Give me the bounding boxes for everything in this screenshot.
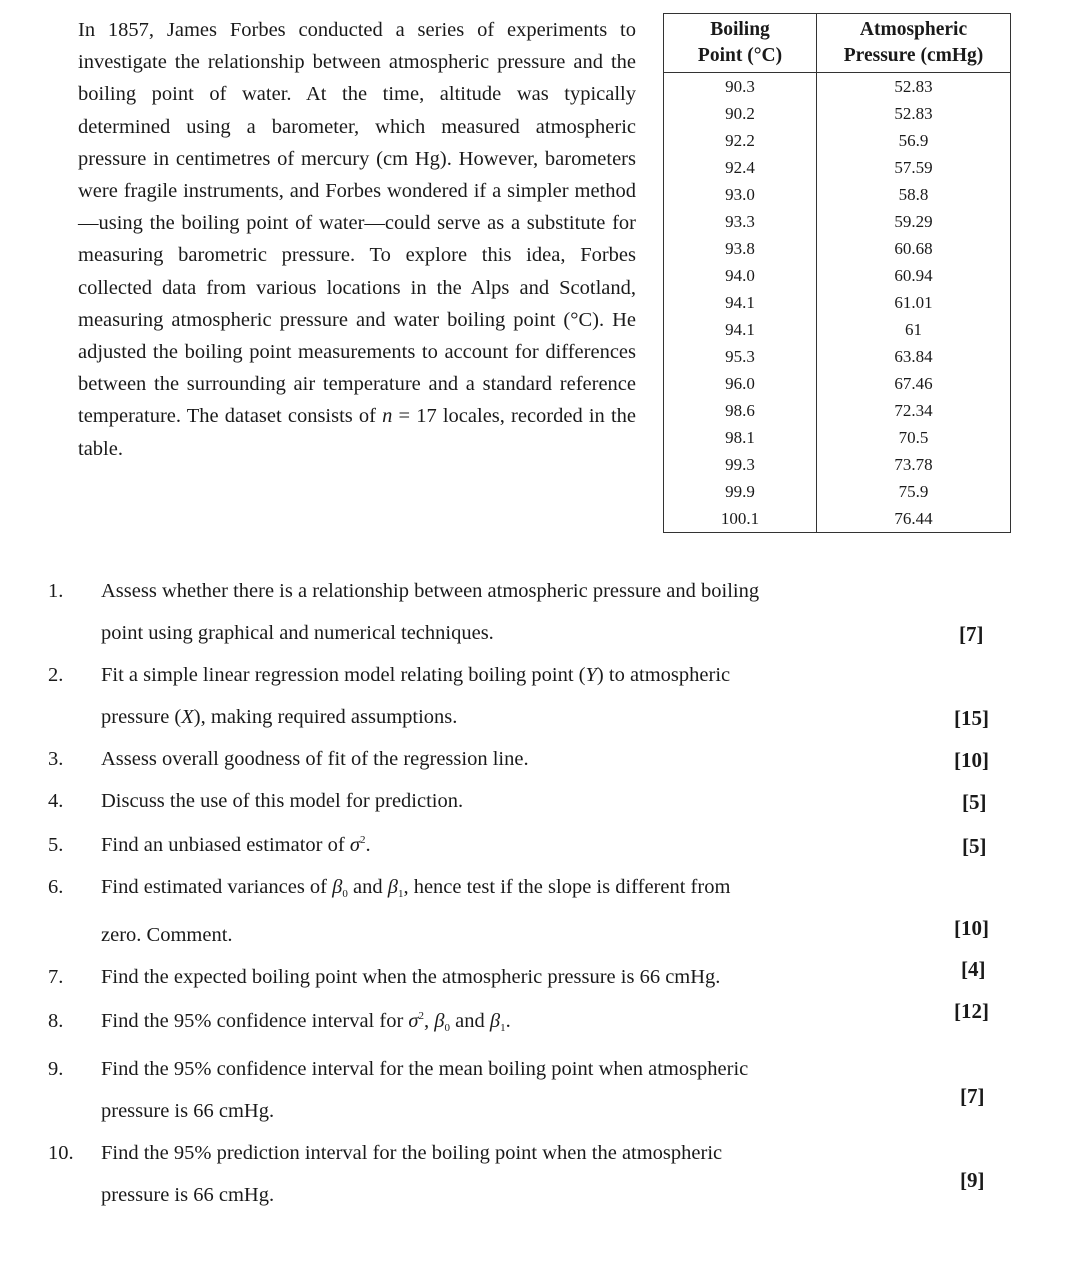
pressure-cell: 59.29 xyxy=(817,208,1011,235)
boiling-point-cell: 93.0 xyxy=(664,181,817,208)
question-text: Find the 95% confidence interval for $\sigma^2$, $\beta_0$ and $\beta_1$. xyxy=(101,1010,511,1034)
table-row xyxy=(664,505,1011,533)
pressure-cell: 72.34 xyxy=(817,397,1011,424)
boiling-point-cell: 93.8 xyxy=(664,235,817,262)
marks: [10] xyxy=(954,748,989,772)
question-text: Fit a simple linear regression model relating boiling point (Y) to atmospheric xyxy=(101,664,731,686)
question-number: 2. xyxy=(48,664,64,686)
question-number: 1. xyxy=(48,580,64,602)
question-text: point using graphical and numerical techniques. xyxy=(101,622,494,644)
marks: [10] xyxy=(954,916,989,940)
table-row xyxy=(664,154,1011,181)
question-text: zero. Comment. xyxy=(101,924,233,946)
boiling-point-cell: 99.9 xyxy=(664,478,817,505)
table-row xyxy=(664,424,1011,451)
question-text: Discuss the use of this model for prediction. xyxy=(101,790,464,812)
pressure-cell: 61.01 xyxy=(817,289,1011,316)
pressure-cell: 58.8 xyxy=(817,181,1011,208)
table-row xyxy=(664,451,1011,478)
table-row xyxy=(664,289,1011,316)
boiling-point-cell: 98.6 xyxy=(664,397,817,424)
question-number: 10. xyxy=(48,1142,74,1164)
pressure-cell: 70.5 xyxy=(817,424,1011,451)
question-number: 5. xyxy=(48,834,64,856)
pressure-cell: 63.84 xyxy=(817,343,1011,370)
pressure-cell: 60.94 xyxy=(817,262,1011,289)
table-row xyxy=(664,370,1011,397)
marks: [12] xyxy=(954,999,989,1023)
pressure-cell: 60.68 xyxy=(817,235,1011,262)
boiling-point-cell: 90.2 xyxy=(664,100,817,127)
pressure-cell: 57.59 xyxy=(817,154,1011,181)
question-number: 9. xyxy=(48,1058,64,1080)
pressure-cell: 56.9 xyxy=(817,127,1011,154)
boiling-point-cell: 100.1 xyxy=(664,505,817,533)
question-text: pressure (X), making required assumptions. xyxy=(101,706,458,728)
question-text: Find the expected boiling point when the atmospheric pressure is 66 cmHg. xyxy=(101,966,721,988)
marks: [7] xyxy=(960,1084,985,1108)
pressure-cell: 76.44 xyxy=(817,505,1011,533)
pressure-cell: 52.83 xyxy=(817,100,1011,127)
marks: [5] xyxy=(962,834,987,858)
question-number: 4. xyxy=(48,790,64,812)
pressure-cell: 73.78 xyxy=(817,451,1011,478)
boiling-point-cell: 93.3 xyxy=(664,208,817,235)
question-text: Find the 95% prediction interval for the boiling point when the atmospheric xyxy=(101,1142,723,1164)
question-number: 7. xyxy=(48,966,64,988)
question-text: pressure is 66 cmHg. xyxy=(101,1100,275,1122)
intro-text-part1: In 1857, James Forbes conducted a series of experiments to investigate the relationship between atmospheric pressure and the boiling point of water. At the time, altitude was typically determined using a barometer, which measured atmospheric pressure in centimetres of mercury (cm Hg). However, barometers were fragile instruments, and Forbes wondered if a simpler method—using the boiling point of water—could serve as a substitute for measuring barometric pressure. To explore this idea, Forbes collected data from various locations in the Alps and Scotland, measuring atmospheric pressure and water boiling point (°C). He adjusted the boiling point measurements to account for differences between the surrounding air temperature and a standard reference temperature. The dataset consists of xyxy=(78,19,636,428)
table-row xyxy=(664,316,1011,343)
pressure-cell: 75.9 xyxy=(817,478,1011,505)
table-row xyxy=(664,343,1011,370)
question-text: Assess overall goodness of fit of the regression line. xyxy=(101,748,529,770)
question-text: Find an unbiased estimator of $\sigma^2$. xyxy=(101,834,371,856)
question-text: pressure is 66 cmHg. xyxy=(101,1184,275,1206)
boiling-point-cell: 94.1 xyxy=(664,289,817,316)
table-row xyxy=(664,235,1011,262)
question-number: 6. xyxy=(48,876,64,898)
marks: [4] xyxy=(961,957,986,981)
table-row xyxy=(664,478,1011,505)
pressure-cell: 67.46 xyxy=(817,370,1011,397)
table-row xyxy=(664,100,1011,127)
table-row xyxy=(664,181,1011,208)
intro-paragraph xyxy=(78,14,636,465)
marks: [15] xyxy=(954,706,989,730)
header-atmospheric-pressure: Atmospheric Pressure (cmHg) xyxy=(817,14,1011,73)
table-row xyxy=(664,208,1011,235)
question-number: 3. xyxy=(48,748,64,770)
marks: [7] xyxy=(959,622,984,646)
boiling-point-cell: 90.3 xyxy=(664,73,817,101)
table-row xyxy=(664,397,1011,424)
boiling-point-cell: 99.3 xyxy=(664,451,817,478)
intro-text-part2: = 17 locales, recorded in the table. xyxy=(78,405,636,460)
marks: [5] xyxy=(962,790,987,814)
pressure-cell: 61 xyxy=(817,316,1011,343)
table-row xyxy=(664,127,1011,154)
boiling-point-cell: 98.1 xyxy=(664,424,817,451)
boiling-point-cell: 92.2 xyxy=(664,127,817,154)
boiling-point-cell: 94.1 xyxy=(664,316,817,343)
question-text: Find the 95% confidence interval for the mean boiling point when atmospheric xyxy=(101,1058,749,1080)
boiling-point-cell: 94.0 xyxy=(664,262,817,289)
question-number: 8. xyxy=(48,1010,64,1032)
question-text: Find estimated variances of $\beta_0$ and $\beta_1$, hence test if the slope is different from xyxy=(101,876,731,900)
question-text: Assess whether there is a relationship between atmospheric pressure and boiling xyxy=(101,580,760,602)
boiling-point-cell: 92.4 xyxy=(664,154,817,181)
forbes-data-table xyxy=(663,13,1011,533)
pressure-cell: 52.83 xyxy=(817,73,1011,101)
boiling-point-cell: 96.0 xyxy=(664,370,817,397)
marks: [9] xyxy=(960,1168,985,1192)
header-boiling-point: Boiling Point (°C) xyxy=(664,14,817,73)
boiling-point-cell: 95.3 xyxy=(664,343,817,370)
table-row xyxy=(664,262,1011,289)
table-header-row xyxy=(664,14,1011,73)
n-symbol: n xyxy=(382,405,393,428)
table-row xyxy=(664,73,1011,101)
